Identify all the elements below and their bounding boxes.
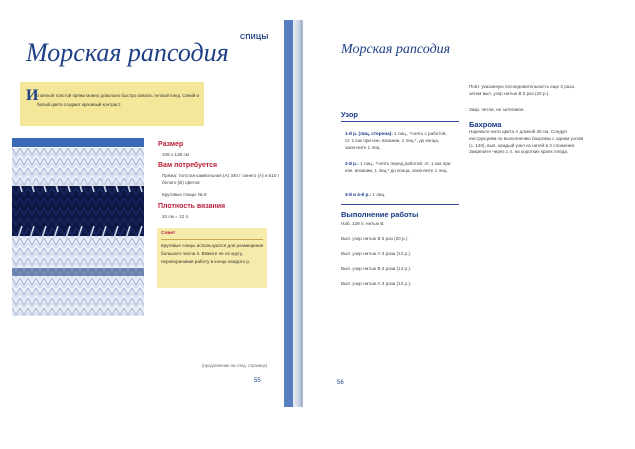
tip-heading: Совет: [161, 231, 176, 236]
work-line: Вып. узор нитью А 3 раза (12 р.).: [341, 281, 412, 286]
pattern-rule: [341, 121, 459, 122]
pattern-bottom-rule: [341, 204, 459, 205]
fringe-text: Нарежьте нити цвета А длиной 40 см. Следуя инструкциям по выполнению бахромы с одним узлом (с. 140), вып. каждый узел из нитей в 2 сложения. Закрепите через 1 п. на коротких краях пледа.: [469, 129, 584, 155]
intro-dropcap: И: [26, 87, 39, 104]
pattern-heading: Узор: [341, 110, 358, 119]
right-page-title: Морская рапсодия: [341, 42, 451, 57]
work-line: Вып. узор нитью В 4 раза (14 р.).: [341, 266, 412, 271]
pattern-row-2-text: 1 лиц., *снять перед работой, от. 1 как при изн. вязании, 1 лиц.* до конца, закончите 1 лиц.: [345, 161, 451, 173]
gauge-heading: Плотность вязания: [158, 203, 226, 210]
size-value: 108 х 135 см: [162, 152, 189, 157]
pattern-row-1-label: 1-й р. (лиц. сторона):: [345, 131, 393, 136]
tip-text: Круговые спицы используются для размещения большого числа п. Вяжите не по кругу, переворачивая работу в конце каждого р.: [161, 243, 264, 264]
pattern-row-1: [345, 130, 451, 151]
right-page-number: 56: [337, 380, 344, 386]
pattern-row-1-text: 1 лиц., *снять с работой, от. 1 как при изн. вязании, 1 лиц.*, до конца, закончите 1 лиц.: [345, 131, 447, 150]
bind-off-text: Закр. петли, не затягивая.: [469, 107, 525, 112]
fringe-heading: Бахрома: [469, 120, 502, 129]
continued-note: (продолжение на след. странице): [202, 363, 268, 368]
pattern-row-3-4-label: 3-й и 4-й р.:: [345, 192, 372, 197]
needles-text: Круговые спицы № 8: [162, 192, 207, 197]
left-page-title: Морская рапсодия: [26, 38, 229, 67]
swatch-blue-strip: [12, 138, 144, 147]
left-page: [12, 20, 299, 407]
work-line: Наб. 129 п. нитью В.: [341, 221, 385, 226]
right-page: [303, 20, 603, 407]
intro-text: з мягкой толстой пряжи можно довольно быстро связать теплый плед. Синий и белый цвета создают красивый контраст.: [37, 93, 200, 107]
materials-text: Пряжа: толстая камвольная (А) 340 г синего (A) и 510 г белого (B) цветов: [162, 173, 280, 185]
work-line: Вып. узор нитью В 5 раз (20 р.).: [341, 236, 409, 241]
pattern-row-3-4-text: 1 лиц.: [372, 192, 386, 197]
left-page-number: 55: [254, 378, 261, 384]
gauge-value: 10 см = 12 п.: [162, 214, 190, 219]
knitted-swatch-photo: [12, 148, 144, 316]
pattern-row-3-4: [345, 191, 451, 198]
work-heading: Выполнение работы: [341, 210, 419, 219]
continue-text: Повт. указанную последовательность еще 2 раза, затем вып. узор нитью В 5 раз (20 р.).: [469, 84, 576, 96]
materials-heading: Вам потребуется: [158, 162, 218, 169]
tip-rule: [161, 239, 263, 240]
pattern-row-2: [345, 160, 451, 174]
work-line: Вып. узор нитью А 3 раза (12 р.).: [341, 251, 412, 256]
size-heading: Размер: [158, 141, 184, 148]
pattern-row-2-label: 2-й р.:: [345, 161, 359, 166]
section-label: СПИЦЫ: [240, 34, 269, 41]
